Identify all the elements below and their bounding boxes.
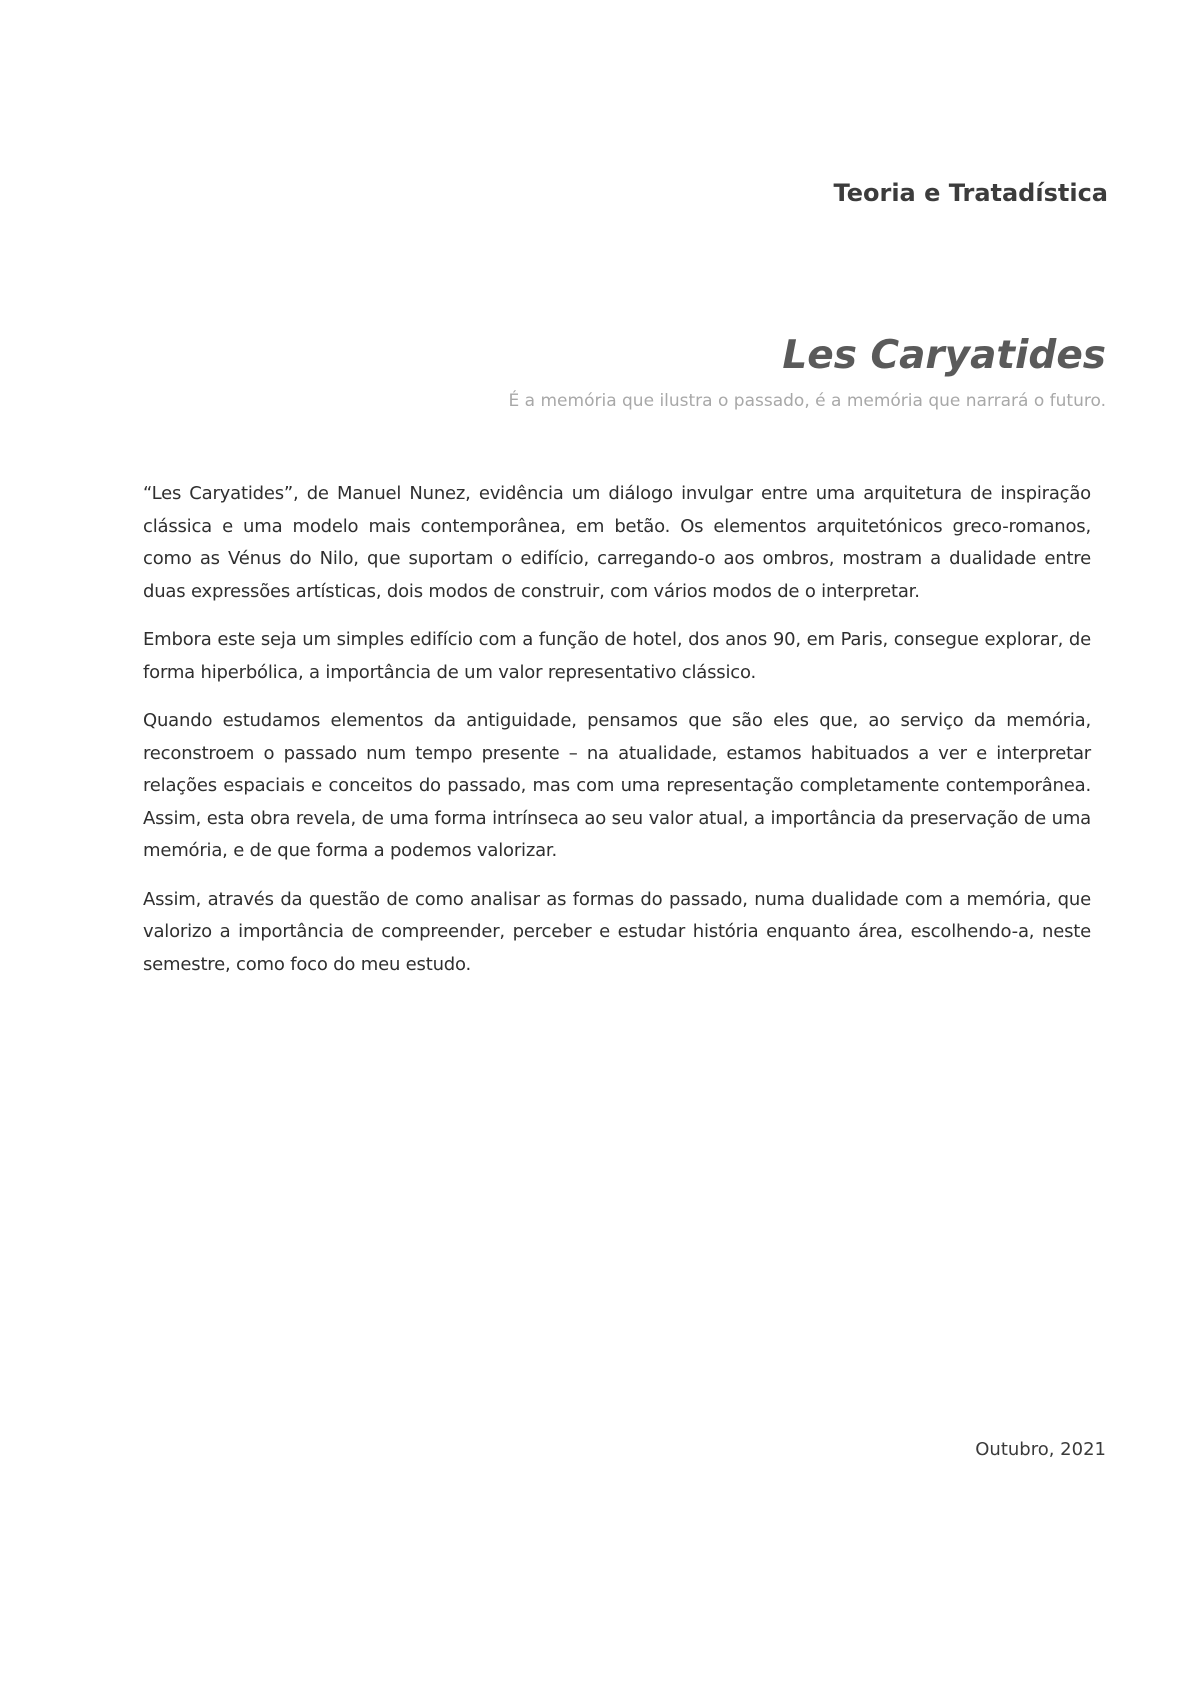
document-subtitle: É a memória que ilustra o passado, é a memória que narrará o futuro. [508, 391, 1106, 411]
paragraph: Assim, através da questão de como analisar as formas do passado, numa dualidade com a memória, que valorizo a importância de compreender, perceber e estudar história enquanto área, escolhendo-a, neste semestre, como foco do meu estudo. [143, 888, 1091, 975]
paragraph: “Les Caryatides”, de Manuel Nunez, evidência um diálogo invulgar entre uma arquitetura de inspiração clássica e uma modelo mais contemporânea, em betão. Os elementos arquitetónicos greco-romanos, como as Vénus do Nilo, que suportam o edifício, carregando-o aos ombros, mostram a dualidade entre duas expressões artísticas, dois modos de construir, com vários modos de o interpretar. [143, 483, 1091, 602]
course-title: Teoria e Tratadística [833, 179, 1108, 207]
paragraph: Embora este seja um simples edifício com a função de hotel, dos anos 90, em Paris, consegue explorar, de forma hiperbólica, a importância de um valor representativo clássico. [143, 629, 1091, 683]
document-date: Outubro, 2021 [975, 1439, 1106, 1460]
document-body [143, 478, 1091, 997]
paragraph: Quando estudamos elementos da antiguidade, pensamos que são eles que, ao serviço da memória, reconstroem o passado num tempo presente – na atualidade, estamos habituados a ver e interpretar relações espaciais e conceitos do passado, mas com uma representação completamente contemporânea. Assim, esta obra revela, de uma forma intrínseca ao seu valor atual, a importância da preservação de uma memória, e de que forma a podemos valorizar. [143, 710, 1091, 861]
document-title: Les Caryatides [782, 333, 1106, 378]
